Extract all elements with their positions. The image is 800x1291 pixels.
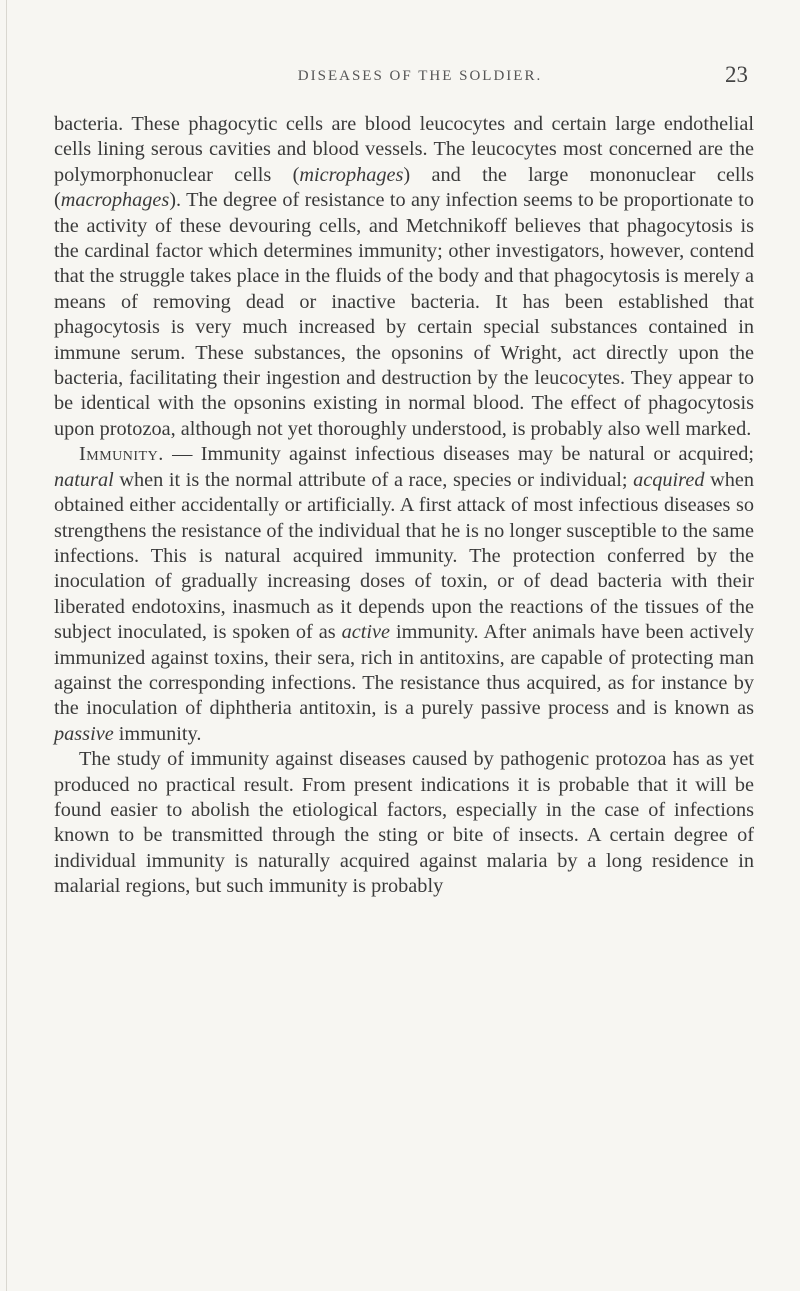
- term-microphages: microphages: [299, 163, 404, 186]
- body-text: [54, 112, 754, 900]
- text-run: immunity. After animals have been actively immunized against toxins, their sera, rich in antitoxins, are capable of protecting man against the corresponding infections. The resistance thus acquired, as for instance by the inoculation of diphtheria antitoxin, is a purely passive process and is known as: [54, 621, 754, 720]
- term-macrophages: macrophages: [60, 189, 170, 212]
- term-acquired: acquired: [633, 468, 705, 491]
- page-number: 23: [725, 62, 748, 87]
- paragraph-phagocytosis: [54, 112, 754, 442]
- text-run: immunity.: [113, 722, 202, 745]
- text-run: bacteria. These phagocytic cells are blood leucocytes and certain large endothelial cells lining serous cavities and blood vessels. The leucocytes most concerned are the polymorphonuclear cells (: [54, 113, 754, 186]
- term-natural: natural: [54, 468, 114, 491]
- text-run: The study of immunity against diseases caused by pathogenic protozoa has as yet produced no practical result. From present indications it is probable that it will be found easier to abolish the etiological factors, especially in the case of infections known to be transmitted through the sting or bite of insects. A certain degree of individual immunity is naturally acquired against malaria by a long residence in malarial regions, but such immunity is probably: [54, 748, 754, 898]
- text-run: when it is the normal attribute of a race, species or individual;: [113, 468, 634, 491]
- text-run: when obtained either accidentally or artificially. A first attack of most infectious diseases so strengthens the resistance of the individual that he is no longer susceptible to the same infections. This is natural acquired immunity. The protection conferred by the inoculation of gradually increasing doses of toxin, or of dead bacteria with their liberated endotoxins, inasmuch as it depends upon the reactions of the tissues of the subject inoculated, is spoken of as: [54, 468, 754, 644]
- paragraph-protozoa: [54, 747, 754, 899]
- text-run: ). The degree of resistance to any infection seems to be proportionate to the activity of these devouring cells, and Metchnikoff believes that phagocytosis is the cardinal factor which determines immunity; other investigators, however, contend that the struggle takes place in the fluids of the body and that phagocytosis is merely a means of removing dead or inactive bacteria. It has been established that phagocytosis is very much increased by certain special substances contained in immune serum. These substances, the opsonins of Wright, act directly upon the bacteria, facilitating their ingestion and destruction by the leucocytes. They appear to be identical with the opsonins existing in normal blood. The effect of phagocytosis upon protozoa, although not yet thoroughly understood, is probably also well marked.: [54, 189, 754, 440]
- term-passive: passive: [54, 722, 114, 745]
- term-active: active: [341, 621, 391, 644]
- page-edge-rule: [6, 0, 7, 1291]
- text-run: — Immunity against infectious diseases may be natural or acquired;: [163, 443, 754, 466]
- running-header: DISEASES OF THE SOLDIER.: [297, 68, 543, 84]
- paragraph-immunity: [54, 442, 754, 747]
- section-heading-immunity: Immunity.: [79, 443, 164, 466]
- text-run: ) and the large mononuclear cells (: [54, 163, 754, 212]
